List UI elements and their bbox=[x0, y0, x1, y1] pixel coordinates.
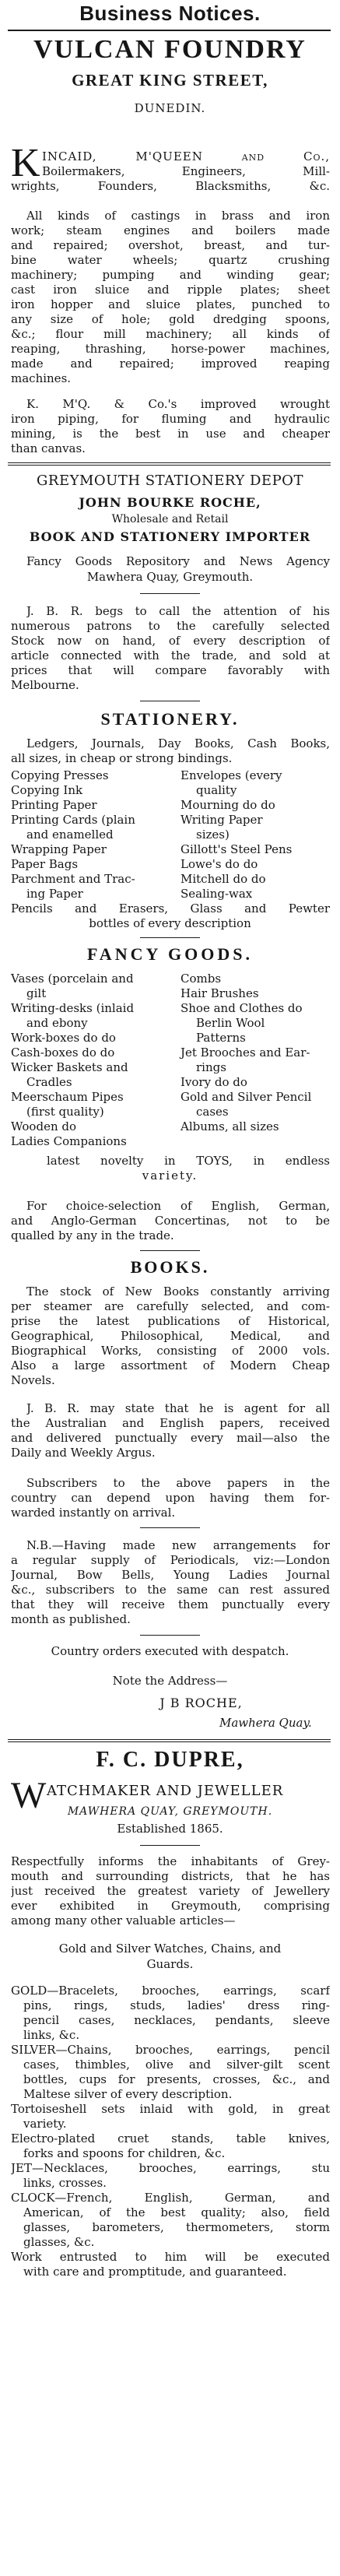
dupre-item-line: with care and promptitude, and guaranteed. bbox=[23, 2265, 287, 2279]
dupre-item-line: Tortoiseshell sets inlaid with gold, in great bbox=[11, 2102, 330, 2116]
greymouth-intro-line: article connected with the trade, and sold at bbox=[11, 648, 330, 662]
books-line: per steamer are carefully selected, and com- bbox=[11, 1299, 330, 1313]
short-rule bbox=[140, 593, 200, 594]
dupre-item-line: links, &c. bbox=[23, 2028, 80, 2042]
agent-line: the Australian and English papers, received bbox=[11, 1416, 330, 1430]
dupre-item-line: cases, thimbles, olive and silver-gilt scent bbox=[23, 2058, 330, 2072]
greymouth-trade: Wholesale and Retail bbox=[111, 513, 229, 525]
item-right: cases bbox=[196, 1105, 229, 1119]
item-left: Paper Bags bbox=[11, 857, 79, 871]
nb-line: &c., subscribers to the same can rest assured bbox=[11, 1583, 330, 1597]
vulcan-body-line: All kinds of castings in brass and iron bbox=[26, 209, 330, 223]
item-left: ing Paper bbox=[26, 887, 83, 901]
concertina-line: and Anglo-German Concertinas, not to be bbox=[11, 1214, 330, 1228]
dupre-item-line: SILVER—Chains, brooches, earrings, pencil bbox=[11, 2043, 330, 2057]
vulcan-street: GREAT KING STREET, bbox=[72, 71, 268, 90]
item-left: Writing-desks (inlaid bbox=[11, 1001, 135, 1015]
dupre-established: Established 1865. bbox=[117, 1822, 223, 1836]
item-right: rings bbox=[196, 1060, 226, 1074]
dupre-address: MAWHERA QUAY, GREYMOUTH. bbox=[67, 1805, 273, 1818]
item-left: Printing Cards (plain bbox=[11, 813, 135, 827]
item-left: Wicker Baskets and bbox=[11, 1060, 128, 1074]
address-place: Mawhera Quay. bbox=[219, 1716, 312, 1730]
vulcan-city: DUNEDIN. bbox=[134, 101, 206, 115]
stationery-tail-line: bottles of every description bbox=[89, 916, 251, 930]
item-left: Copying Presses bbox=[11, 768, 109, 782]
address-name: J B ROCHE, bbox=[159, 1696, 243, 1710]
vulcan-body-line: cast iron sluice and ripple plates; sheet bbox=[11, 283, 330, 297]
address-label: Note the Address— bbox=[112, 1674, 228, 1688]
short-rule bbox=[140, 937, 200, 938]
nb-line: N.B.—Having made new arrangements for bbox=[26, 1538, 330, 1552]
dupre-item-line: glasses, &c. bbox=[23, 2235, 95, 2249]
item-left: Wooden do bbox=[11, 1119, 77, 1133]
vulcan-body-line: any size of hole; gold dredging spoons, bbox=[11, 312, 330, 326]
books-line: prise the latest publications of Historical, bbox=[11, 1314, 330, 1328]
header-rule bbox=[8, 30, 331, 31]
books-line: Also a large assortment of Modern Cheap bbox=[11, 1358, 330, 1372]
vulcan-dropcap: K bbox=[11, 141, 40, 185]
dupre-item-line: American, of the best quality; also, field bbox=[23, 2205, 330, 2219]
dupre-intro-line: ever exhibited in Greymouth, comprising bbox=[11, 1899, 330, 1913]
dupre-item-line: pencil cases, necklaces, pendants, sleeve bbox=[23, 2013, 330, 2027]
item-right: Shoe and Clothes do bbox=[181, 1001, 303, 1015]
vulcan-body-line: machines. bbox=[11, 371, 72, 385]
vulcan-notice-line: K. M'Q. & Co.'s improved wrought bbox=[26, 397, 330, 411]
dupre-item-line: variety. bbox=[23, 2117, 67, 2131]
vulcan-body-line: and repaired; overshot, breast, and tur- bbox=[11, 238, 330, 252]
short-rule bbox=[140, 1250, 200, 1251]
item-left: Parchment and Trac- bbox=[11, 872, 135, 886]
item-left: and ebony bbox=[26, 1016, 88, 1030]
item-right: sizes) bbox=[196, 828, 230, 842]
item-right: Ivory do do bbox=[181, 1075, 247, 1089]
dupre-intro-line: mouth and surrounding districts, that he has bbox=[11, 1869, 330, 1883]
item-right: Gillott's Steel Pens bbox=[181, 842, 293, 856]
vulcan-body-line: iron hopper and sluice plates, punched to bbox=[11, 297, 330, 311]
vulcan-notice-line: iron piping, for fluming and hydraulic bbox=[11, 412, 330, 426]
dupre-item-line: GOLD—Bracelets, brooches, earrings, scarf bbox=[11, 1984, 330, 1998]
agent-line: Daily and Weekly Argus. bbox=[11, 1446, 156, 1460]
item-left: Cash-boxes do do bbox=[11, 1046, 115, 1060]
item-left: (first quality) bbox=[26, 1105, 104, 1119]
nb-line: that they will receive them punctually every bbox=[11, 1597, 330, 1611]
nb-line: Journal, Bow Bells, Young Ladies Journal bbox=[11, 1568, 330, 1582]
dupre-name: F. C. DUPRE, bbox=[96, 1748, 244, 1772]
greymouth-title: GREYMOUTH STATIONERY DEPOT bbox=[37, 473, 303, 489]
greymouth-repo-line: Mawhera Quay, Greymouth. bbox=[86, 570, 254, 584]
greymouth-intro-line: Stock now on hand, of every description of bbox=[11, 634, 330, 648]
item-right: Mourning do do bbox=[181, 798, 275, 812]
stationery-line: Ledgers, Journals, Day Books, Cash Books, bbox=[26, 736, 330, 750]
item-right: Hair Brushes bbox=[181, 986, 259, 1000]
nb-line: month as published. bbox=[11, 1612, 131, 1626]
item-right: Envelopes (every bbox=[181, 768, 282, 782]
item-left: Work-boxes do do bbox=[11, 1031, 116, 1045]
nb-line: a regular supply of Periodicals, viz:—London bbox=[11, 1553, 330, 1567]
concertina-line: For choice-selection of English, German, bbox=[26, 1199, 330, 1213]
dupre-goods-heading: Gold and Silver Watches, Chains, and bbox=[58, 1942, 282, 1956]
item-left: Wrapping Paper bbox=[11, 842, 107, 856]
item-right: quality bbox=[196, 783, 237, 797]
vulcan-intro-line: Boilermakers, Engineers, Mill- bbox=[42, 164, 330, 178]
dupre-intro-line: among many other valuable articles— bbox=[11, 1914, 236, 1928]
short-rule bbox=[140, 1635, 200, 1636]
item-left: Copying Ink bbox=[11, 783, 83, 797]
books-line: Biographical Works, consisting of 2000 vols. bbox=[11, 1344, 330, 1358]
vulcan-body-line: work; steam engines and boilers made bbox=[11, 223, 330, 237]
stationery-tail-line: Pencils and Erasers, Glass and Pewter bbox=[11, 901, 330, 915]
agent-line: J. B. R. may state that he is agent for all bbox=[26, 1401, 330, 1415]
greymouth-intro-line: J. B. R. begs to call the attention of his bbox=[26, 604, 330, 618]
dupre-item-line: links, crosses. bbox=[23, 2176, 107, 2190]
item-right: Berlin Wool bbox=[196, 1016, 265, 1030]
dupre-item-line: bottles, cups for presents, crosses, &c., and bbox=[23, 2072, 330, 2086]
section-rule bbox=[8, 462, 331, 466]
item-right: Lowe's do do bbox=[181, 857, 258, 871]
dupre-item-line: Electro-plated cruet stands, table knives, bbox=[11, 2131, 330, 2145]
item-right: Writing Paper bbox=[181, 813, 263, 827]
stationery-heading: STATIONERY. bbox=[100, 709, 240, 729]
stationery-line: all sizes, in cheap or strong bindings. bbox=[11, 751, 233, 765]
greymouth-intro-line: Melbourne. bbox=[11, 678, 79, 692]
item-left: Printing Paper bbox=[11, 798, 97, 812]
books-heading: BOOKS. bbox=[130, 1257, 210, 1277]
vulcan-body-line: made and repaired; improved reaping bbox=[11, 357, 330, 371]
greymouth-intro-line: prices that will compare favorably with bbox=[11, 663, 330, 677]
dupre-dropcap: W bbox=[11, 1775, 47, 1816]
item-right: Mitchell do do bbox=[181, 872, 266, 886]
dupre-title: ATCHMAKER AND JEWELLER bbox=[47, 1783, 284, 1799]
fancy-goods-heading: FANCY GOODS. bbox=[87, 944, 253, 964]
dupre-item-line: glasses, barometers, thermometers, storm bbox=[23, 2220, 330, 2234]
section-rule bbox=[8, 1739, 331, 1742]
books-line: The stock of New Books constantly arriving bbox=[26, 1284, 330, 1299]
concertina-line: qualled by any in the trade. bbox=[11, 1228, 174, 1242]
dupre-item-line: CLOCK—French, English, German, and bbox=[11, 2191, 330, 2205]
greymouth-owner: JOHN BOURKE ROCHE, bbox=[79, 495, 261, 510]
vulcan-body-line: reaping, thrashing, horse-power machines, bbox=[11, 342, 330, 356]
dupre-item-line: Work entrusted to him will be executed bbox=[11, 2250, 330, 2264]
greymouth-intro-line: numerous patrons to the carefully selected bbox=[11, 619, 330, 633]
fancy-tail-line: variety. bbox=[142, 1169, 198, 1183]
item-right: Jet Brooches and Ear- bbox=[181, 1046, 310, 1060]
agent-line: and delivered punctually every mail—also the bbox=[11, 1431, 330, 1445]
vulcan-body-line: machinery; pumping and winding gear; bbox=[11, 268, 330, 282]
vulcan-intro-line: wrights, Founders, Blacksmiths, &c. bbox=[11, 179, 330, 193]
item-right: Sealing-wax bbox=[181, 887, 253, 901]
dupre-item-line: JET—Necklaces, brooches, earrings, stu bbox=[11, 2161, 330, 2175]
item-left: Meerschaum Pipes bbox=[11, 1090, 124, 1104]
books-line: Geographical, Philosophical, Medical, and bbox=[11, 1329, 330, 1343]
vulcan-foundry-title: VULCAN FOUNDRY bbox=[33, 35, 307, 64]
vulcan-body-line: &c.; flour mill machinery; all kinds of bbox=[11, 327, 330, 341]
vulcan-notice-line: mining, is the best in use and cheaper bbox=[11, 427, 330, 441]
dupre-intro-line: just received the greatest variety of Jewellery bbox=[11, 1884, 330, 1898]
item-left: Vases (porcelain and bbox=[11, 972, 134, 986]
item-left: Ladies Companions bbox=[11, 1134, 127, 1148]
greymouth-repo-line: Fancy Goods Repository and News Agency bbox=[26, 554, 330, 568]
item-left: Cradles bbox=[26, 1075, 72, 1089]
country-orders: Country orders executed with despatch. bbox=[51, 1644, 289, 1658]
dupre-intro-line: Respectfully informs the inhabitants of Grey- bbox=[11, 1854, 330, 1868]
fancy-tail-line: latest novelty in TOYS, in endless bbox=[47, 1154, 330, 1168]
column-header: Business Notices. bbox=[79, 2, 261, 25]
greymouth-business: BOOK AND STATIONERY IMPORTER bbox=[29, 529, 311, 544]
short-rule bbox=[140, 1527, 200, 1528]
vulcan-notice-line: than canvas. bbox=[11, 441, 86, 455]
subscriber-line: warded instantly on arrival. bbox=[11, 1506, 176, 1520]
subscriber-line: country can depend upon having them for- bbox=[11, 1491, 330, 1505]
dupre-item-line: pins, rings, studs, ladies' dress ring- bbox=[23, 1998, 330, 2012]
dupre-goods-heading: Guards. bbox=[146, 1957, 194, 1971]
dupre-item-line: forks and spoons for children, &c. bbox=[23, 2146, 226, 2160]
item-right: Patterns bbox=[196, 1031, 246, 1045]
item-left: and enamelled bbox=[26, 828, 114, 842]
books-line: Novels. bbox=[11, 1373, 55, 1387]
short-rule bbox=[140, 1845, 200, 1846]
item-right: Albums, all sizes bbox=[181, 1119, 279, 1133]
vulcan-intro-line: INCAID, M'QUEEN and Co., bbox=[42, 149, 330, 163]
item-left: gilt bbox=[26, 986, 47, 1000]
vulcan-body-line: bine water wheels; quartz crushing bbox=[11, 253, 330, 267]
subscriber-line: Subscribers to the above papers in the bbox=[26, 1476, 330, 1490]
dupre-item-line: Maltese silver of every description. bbox=[23, 2087, 233, 2101]
item-right: Combs bbox=[181, 972, 222, 986]
item-right: Gold and Silver Pencil bbox=[181, 1090, 312, 1104]
